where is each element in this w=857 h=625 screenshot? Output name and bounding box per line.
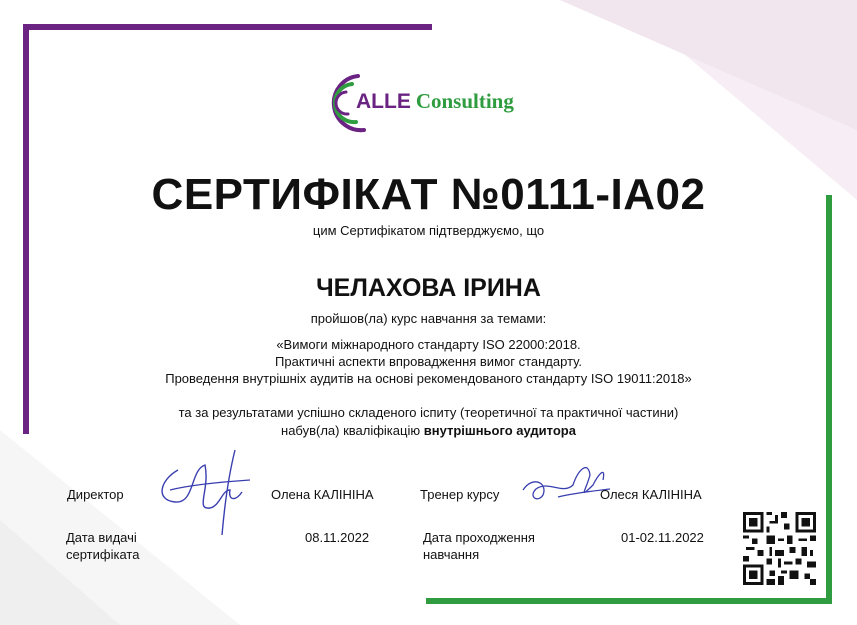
director-label: Директор (67, 487, 124, 502)
director-name: Олена КАЛІНІНА (271, 487, 374, 502)
result-text (0, 404, 857, 440)
trainer-signature (518, 455, 613, 510)
course-topics (0, 336, 857, 387)
issue-date-label-1: Дата видачі (66, 530, 137, 545)
qr-code-icon (743, 512, 816, 585)
training-date-label (423, 529, 535, 563)
topic-line: «Вимоги міжнародного стандарту ISO 22000:2018. (276, 337, 581, 352)
trainer-name: Олеся КАЛІНІНА (600, 487, 702, 502)
result-line-2 (0, 422, 857, 440)
logo-text (356, 89, 514, 114)
topic-line: Практичні аспекти впровадження вимог стандарту. (275, 354, 582, 369)
logo-brand: ALLE (356, 90, 411, 113)
certificate-subtitle: цим Сертифікатом підтверджуємо, що (312, 223, 545, 238)
course-intro: пройшов(ла) курс навчання за темами: (310, 311, 547, 326)
frame-green-right (826, 195, 832, 604)
director-signature (150, 430, 260, 545)
trainer-label: Тренер курсу (420, 487, 500, 502)
qualification: внутрішнього аудитора (423, 423, 576, 438)
training-date-label-1: Дата проходження (423, 530, 535, 545)
logo-suffix: Consulting (415, 89, 514, 113)
result-prefix: набув(ла) кваліфікацію (281, 423, 424, 438)
frame-green-bottom (426, 598, 832, 604)
training-date: 01-02.11.2022 (621, 530, 704, 545)
certificate-title: СЕРТИФІКАТ №0111-IA02 (151, 170, 706, 219)
frame-purple-top (23, 24, 432, 30)
training-date-label-2: навчання (423, 547, 480, 562)
topic-line: Проведення внутрішніх аудитів на основі рекомендованого стандарту ISO 19011:2018» (165, 371, 692, 386)
recipient-name: ЧЕЛАХОВА ІРИНА (316, 274, 541, 302)
result-line-1: та за результатами успішно складеного іспиту (теоретичної та практичної частини) (178, 405, 679, 420)
issue-date: 08.11.2022 (305, 530, 370, 545)
issue-date-label (66, 529, 139, 563)
issue-date-label-2: сертифіката (66, 547, 140, 562)
